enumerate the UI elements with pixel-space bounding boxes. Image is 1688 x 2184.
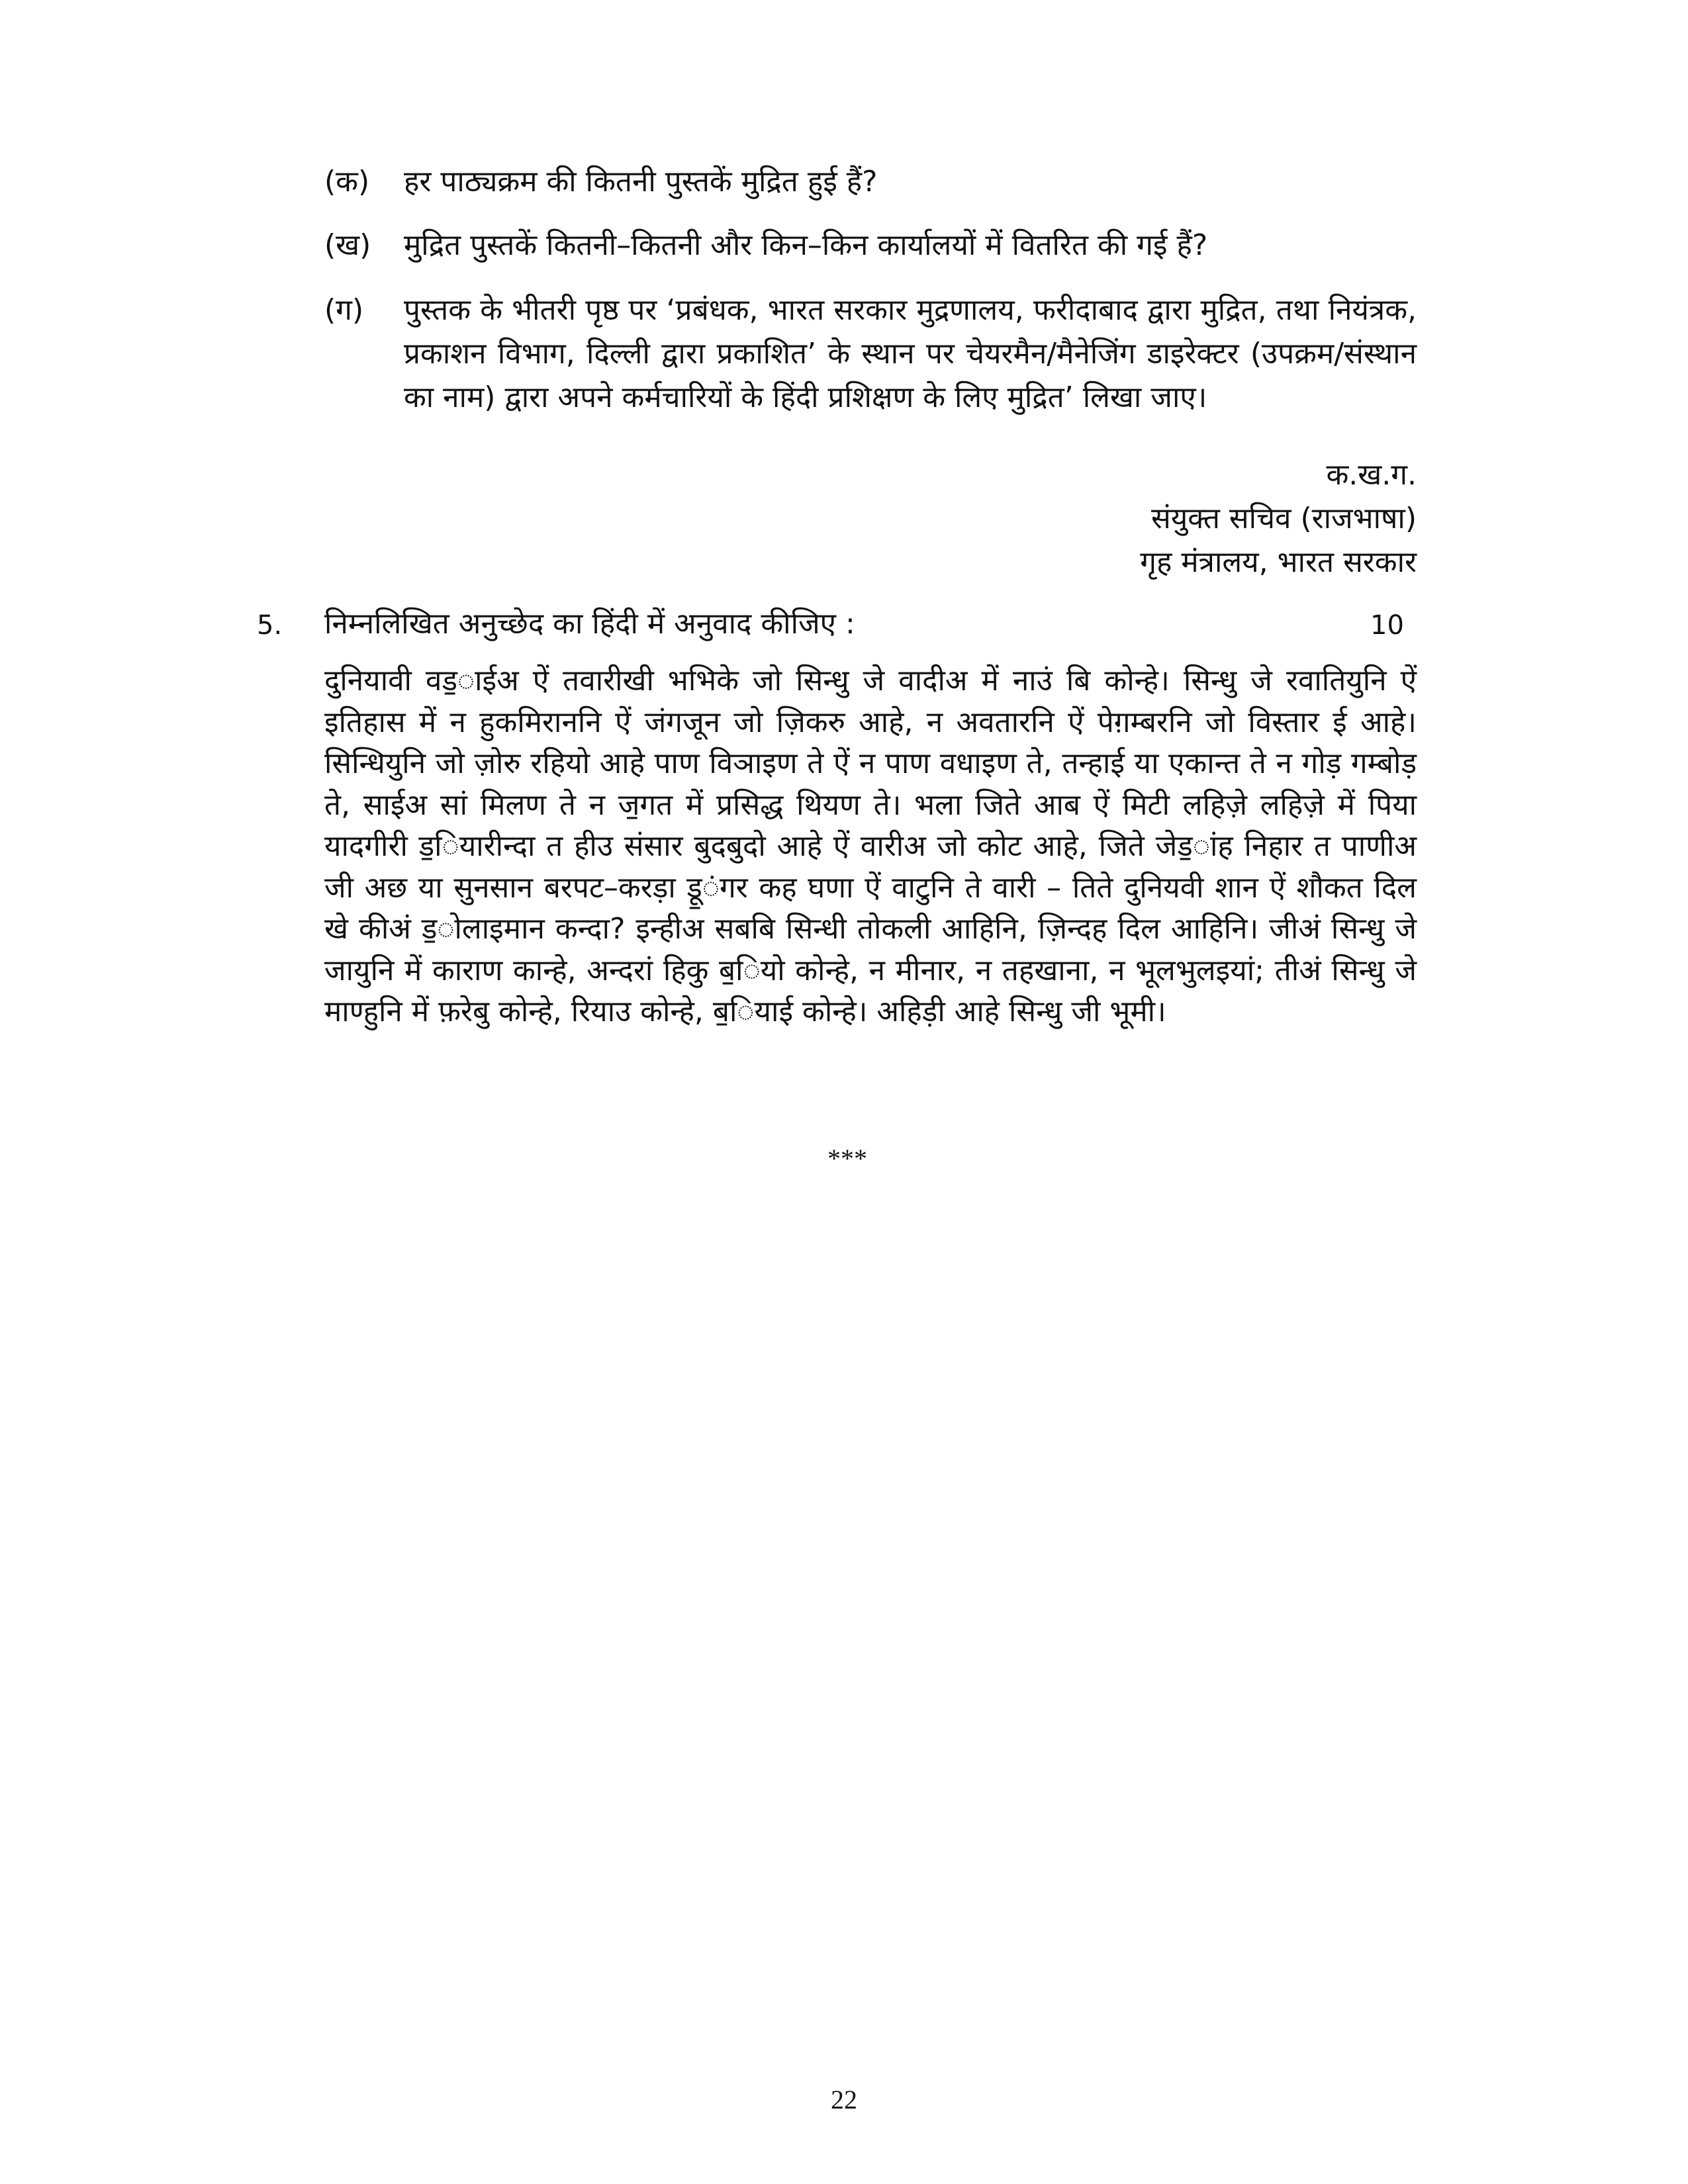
end-separator: *** [827,1144,867,1173]
question-marks: 10 [1370,610,1404,641]
page-number: 22 [831,2085,857,2115]
sub-item-text: मुद्रित पुस्तकें कितनी–कितनी और किन–किन कार्यालयों में वितरित की गई हैं? [404,228,1208,262]
signatory-initials: क.ख.ग. [1326,458,1417,492]
question-number: 5. [257,610,283,641]
sindhi-passage: दुनियावी वड॒ाईअ ऐं तवारीखी भभिके जो सिन्धु जे वादीअ में नाउं बि कोन्हे। सिन्धु जे रवातियुनि ऐं इतिहास में न हुकमिराननि ऐं जंगजून जो ज़िकरु आहे, न अवतारनि ऐं पेग़म्बरनि जो विस्तार ई आहे। सिन्धियुनि जो ज़ोरु रहियो आहे पाण विञाइण ते ऐं न पाण वधाइण ते, तन्हाई या एकान्त ते न गोड़ गम्बोड़ ते, साईअ सां मिलण ते न ज॒गत में प्रसिद्ध थियण ते। भला जिते आब ऐं मिटी लहिज़े लहिज़े में पिया यादगीरी ड॒ियारीन्दा त हीउ संसार बुदबुदो आहे ऐं वारीअ जो कोट आहे, जिते जेड॒ांह निहार त पाणीअ जी अछ या सुनसान बरपट–करड़ा डू॒ंगर कह घणा ऐं वाटुनि ते वारी – तिते दुनियवी शान ऐं शौकत दिल खे कीअं ड॒ोलाइमान कन्दा? इन्हीअ सबबि सिन्धी तोकली आहिनि, ज़िन्दह दिल आहिनि। जीअं सिन्धु जे जायुनि में काराण कान्हे, अन्दरां हिकु ब॒ियो कोन्हे, न मीनार, न तहखाना, न भूलभुलइयां; तीअं सिन्धु जे माण्हुनि में फ़रेबु कोन्हे, रियाउ कोन्हे, ब॒ियाई कोन्हे। अहिड़ी आहे सिन्धु जी भूमी। [324,664,1417,1028]
sub-item-text: हर पाठ्यक्रम की कितनी पुस्तकें मुद्रित हुई हैं? [404,165,878,199]
sub-item-text: पुस्तक के भीतरी पृष्ठ पर ‘प्रबंधक, भारत सरकार मुद्रणालय, फरीदाबाद द्वारा मुद्रित, तथा नियंत्रक, प्रकाशन विभाग, दिल्ली द्वारा प्रकाशित’ के स्थान पर चेयरमैन/मैनेजिंग डाइरेक्टर (उपक्रम/संस्थान का नाम) द्वारा अपने कर्मचारियों के हिंदी प्रशिक्षण के लिए मुद्रित’ लिखा जाए। [404,293,1417,414]
question-text: निम्नलिखित अनुच्छेद का हिंदी में अनुवाद कीजिए : [324,607,855,641]
sub-item-label: (क) [324,165,370,199]
signatory-designation: संयुक्त सचिव (राजभाषा) [1151,502,1417,535]
signature-block [993,453,1417,584]
signatory-ministry: गृह मंत्रालय, भारत सरकार [1140,545,1417,579]
sub-item-label: (ख) [324,228,371,262]
sub-item-label: (ग) [324,293,364,327]
